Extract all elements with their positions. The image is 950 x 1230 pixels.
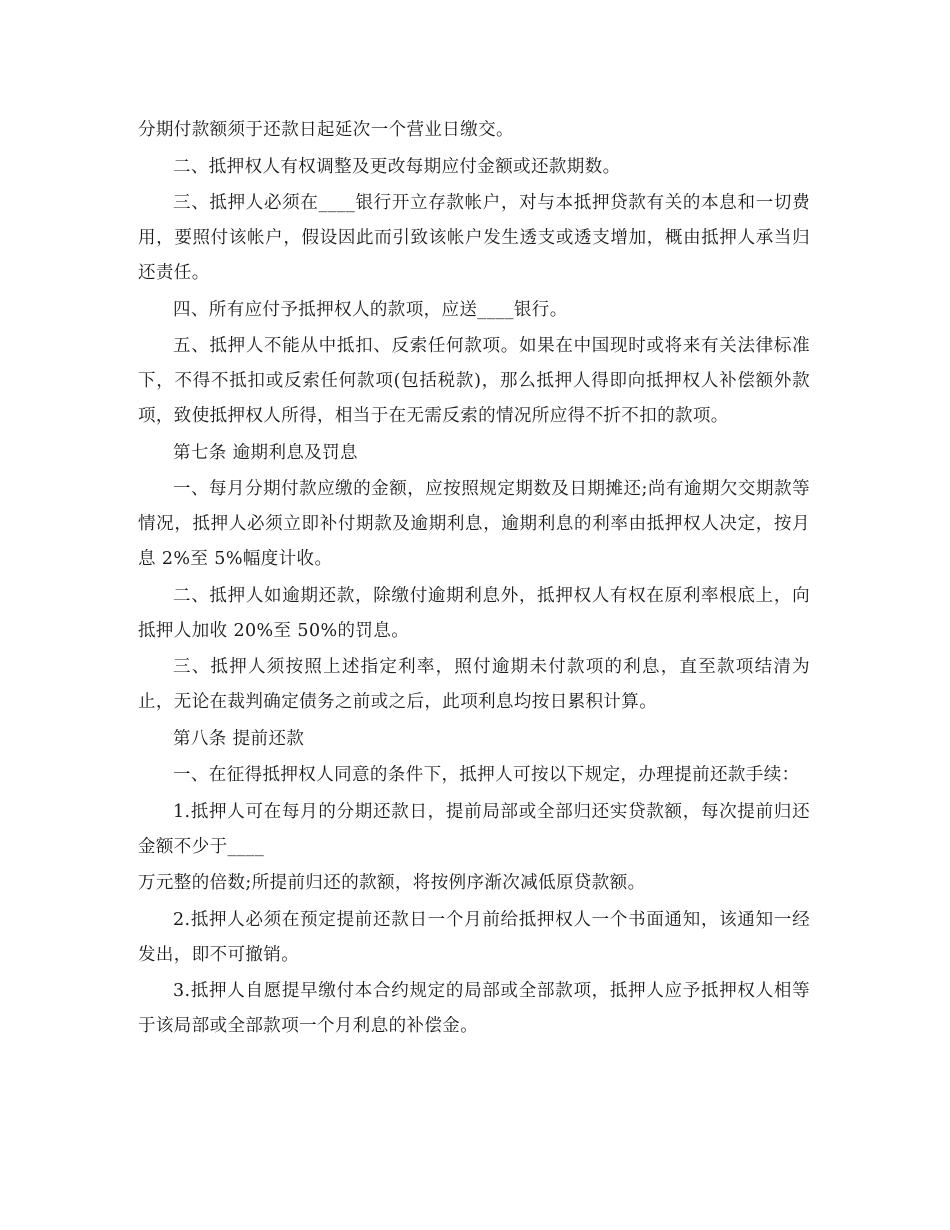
paragraph-clause-2: 二、抵押权人有权调整及更改每期应付金额或还款期数。 xyxy=(173,156,621,177)
article-8-item-3: 3.抵押人自愿提早缴付本合约规定的局部或全部款项，抵押人应予抵押权人相等于该局部或全部款项一个月利息的补偿金。 xyxy=(138,981,810,1036)
document-body xyxy=(138,113,810,1046)
article-8-clause-1: 一、在征得抵押权人同意的条件下，抵押人可按以下规定，办理提前还款手续： xyxy=(173,765,800,785)
article-7-clause-1: 一、每月分期付款应缴的金额，应按照规定期数及日期摊还;尚有逾期欠交期款等情况，抵押人必须立即补付期款及逾期利息，逾期利息的利率由抵押权人决定，按月息 2%至 5%幅度计收。 xyxy=(138,479,810,569)
article-8-item-1: 1.抵押人可在每月的分期还款日，提前局部或全部归还实贷款额，每次提前归还金额不少于____ xyxy=(138,801,810,857)
paragraph-continuation: 分期付款额须于还款日起延次一个营业日缴交。 xyxy=(138,120,514,140)
article-8-item-1-continuation: 万元整的倍数;所提前归还的款额，将按例序渐次减低原贷款额。 xyxy=(138,873,646,893)
article-7-heading: 第七条 逾期利息及罚息 xyxy=(173,442,358,463)
article-7-clause-3: 三、抵押人须按照上述指定利率，照付逾期未付款项的利息，直至款项结清为止，无论在裁判确定债务之前或之后，此项利息均按日累积计算。 xyxy=(138,657,810,712)
paragraph-clause-5: 五、抵押人不能从中抵扣、反索任何款项。如果在中国现时或将来有关法律标准下，不得不抵扣或反索任何款项(包括税款)，那么抵押人得即向抵押权人补偿额外款项，致使抵押权人所得，相当于在无需反索的情况所应得不折不扣的款项。 xyxy=(138,336,810,426)
article-8-heading: 第八条 提前还款 xyxy=(173,728,305,749)
article-8-item-2: 2.抵押人必须在预定提前还款日一个月前给抵押权人一个书面通知，该通知一经发出，即不可撤销。 xyxy=(138,909,810,965)
article-7-clause-2: 二、抵押人如逾期还款，除缴付逾期利息外，抵押权人有权在原利率根底上，向抵押人加收 20%至 50%的罚息。 xyxy=(138,585,810,641)
paragraph-clause-3: 三、抵押人必须在____银行开立存款帐户，对与本抵押贷款有关的本息和一切费用，要照付该帐户，假设因此而引致该帐户发生透支或透支增加，概由抵押人承当归还责任。 xyxy=(138,193,810,283)
paragraph-clause-4: 四、所有应付予抵押权人的款项，应送____银行。 xyxy=(173,299,568,320)
